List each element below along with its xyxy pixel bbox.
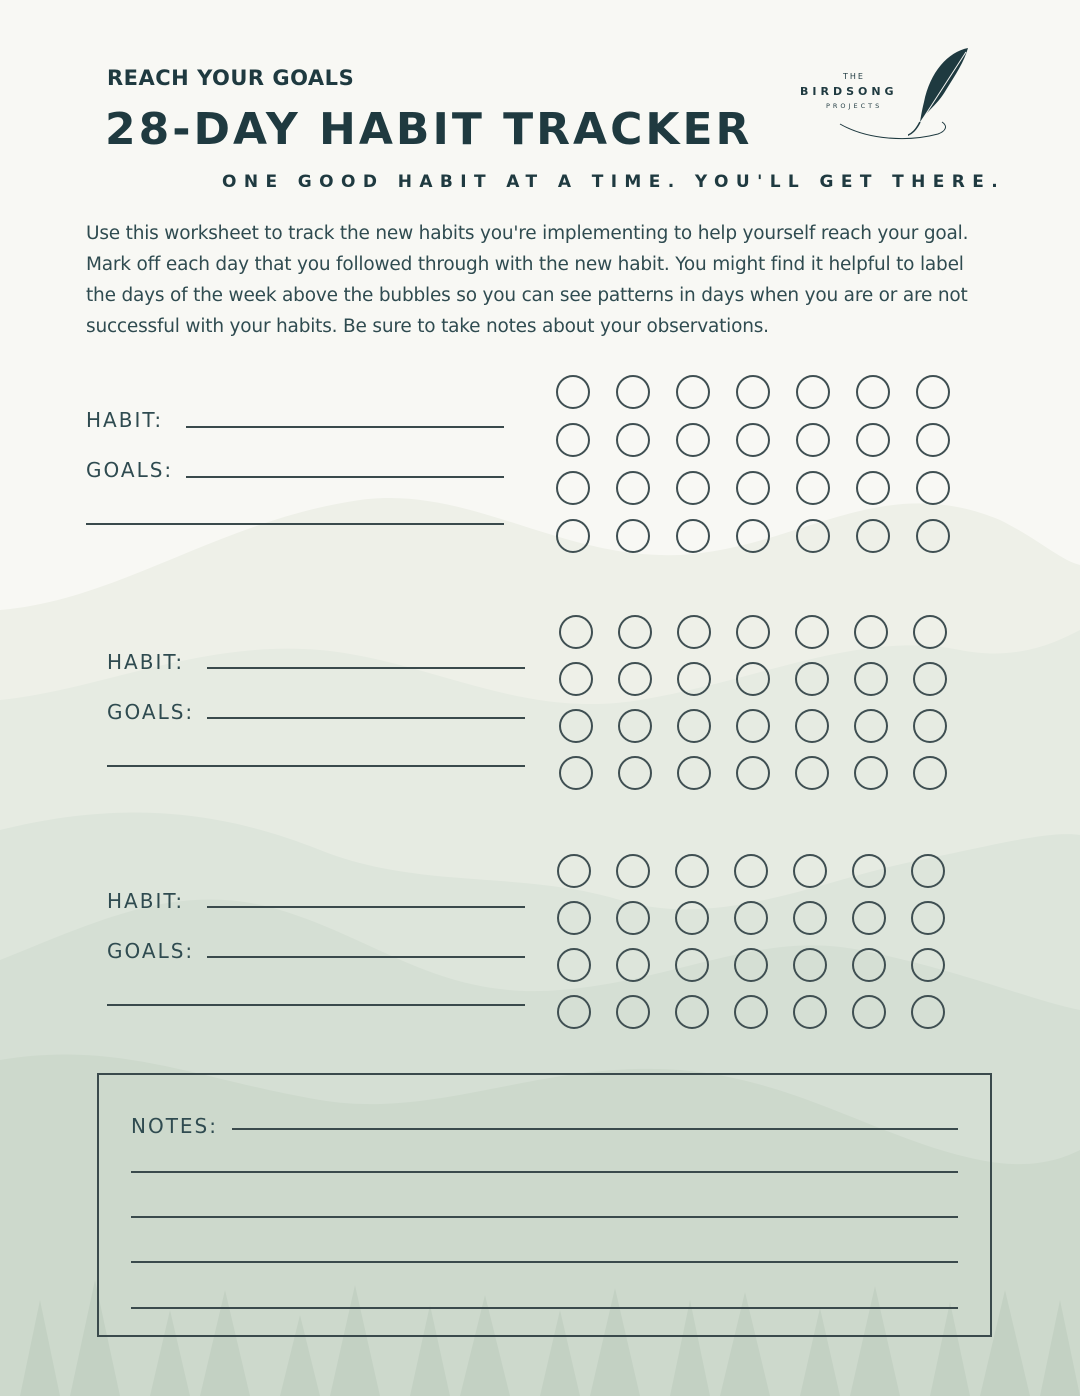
day-bubble[interactable] — [559, 756, 593, 790]
goals-label: GOALS: — [86, 458, 174, 482]
day-bubble[interactable] — [616, 995, 650, 1029]
notes-line-2[interactable] — [131, 1171, 958, 1173]
day-bubble[interactable] — [676, 423, 710, 457]
habit-input-line[interactable] — [207, 667, 525, 669]
day-bubble[interactable] — [796, 375, 830, 409]
day-bubble[interactable] — [618, 615, 652, 649]
day-bubble[interactable] — [796, 423, 830, 457]
day-bubble[interactable] — [856, 519, 890, 553]
day-bubble[interactable] — [557, 995, 591, 1029]
day-bubble[interactable] — [557, 854, 591, 888]
day-bubble[interactable] — [677, 615, 711, 649]
goals-input-line-2[interactable] — [107, 765, 525, 767]
notes-line-1[interactable] — [232, 1128, 958, 1130]
day-bubble[interactable] — [852, 948, 886, 982]
day-bubble[interactable] — [852, 854, 886, 888]
day-bubble[interactable] — [616, 375, 650, 409]
notes-box — [97, 1073, 992, 1337]
day-bubble[interactable] — [795, 709, 829, 743]
day-bubble[interactable] — [677, 662, 711, 696]
day-bubble[interactable] — [559, 662, 593, 696]
habit-label: HABIT: — [107, 889, 185, 913]
day-bubble[interactable] — [736, 615, 770, 649]
day-bubble[interactable] — [911, 901, 945, 935]
goals-label: GOALS: — [107, 939, 195, 963]
notes-line-4[interactable] — [131, 1261, 958, 1263]
day-bubble[interactable] — [854, 709, 888, 743]
day-bubble[interactable] — [675, 901, 709, 935]
day-bubble[interactable] — [734, 995, 768, 1029]
day-bubble[interactable] — [795, 756, 829, 790]
day-bubble[interactable] — [854, 615, 888, 649]
goals-input-line-2[interactable] — [86, 523, 504, 525]
day-bubble[interactable] — [556, 423, 590, 457]
day-bubble[interactable] — [616, 471, 650, 505]
habit-label: HABIT: — [107, 650, 185, 674]
day-bubble[interactable] — [556, 375, 590, 409]
day-bubble[interactable] — [913, 615, 947, 649]
day-bubble[interactable] — [796, 471, 830, 505]
day-bubble[interactable] — [916, 375, 950, 409]
day-bubble[interactable] — [793, 901, 827, 935]
eyebrow-heading: REACH YOUR GOALS — [107, 66, 355, 90]
day-bubble[interactable] — [793, 854, 827, 888]
day-bubble[interactable] — [675, 854, 709, 888]
day-bubble[interactable] — [913, 662, 947, 696]
day-bubble[interactable] — [734, 854, 768, 888]
day-bubble[interactable] — [675, 948, 709, 982]
day-bubble[interactable] — [856, 471, 890, 505]
notes-line-3[interactable] — [131, 1216, 958, 1218]
day-bubble[interactable] — [916, 471, 950, 505]
day-bubble[interactable] — [911, 948, 945, 982]
day-bubble[interactable] — [856, 423, 890, 457]
day-bubble[interactable] — [676, 471, 710, 505]
day-bubble[interactable] — [852, 901, 886, 935]
day-bubble[interactable] — [736, 519, 770, 553]
day-bubble[interactable] — [556, 471, 590, 505]
day-bubble[interactable] — [676, 375, 710, 409]
logo-sub-text: PROJECTS — [826, 102, 883, 110]
logo-name-text: BIRDSONG — [800, 85, 898, 98]
day-bubble[interactable] — [854, 756, 888, 790]
day-bubble[interactable] — [676, 519, 710, 553]
day-bubble[interactable] — [618, 662, 652, 696]
goals-input-line[interactable] — [186, 476, 504, 478]
day-bubble[interactable] — [913, 756, 947, 790]
birdsong-logo — [798, 44, 973, 144]
day-bubble[interactable] — [616, 854, 650, 888]
day-bubble[interactable] — [734, 901, 768, 935]
notes-label: NOTES: — [131, 1114, 218, 1138]
day-bubble[interactable] — [559, 709, 593, 743]
goals-input-line[interactable] — [207, 717, 525, 719]
day-bubble[interactable] — [736, 756, 770, 790]
goals-input-line[interactable] — [207, 956, 525, 958]
page-title: 28-DAY HABIT TRACKER — [105, 104, 753, 155]
day-bubble[interactable] — [911, 995, 945, 1029]
day-bubble[interactable] — [854, 662, 888, 696]
day-bubble[interactable] — [795, 662, 829, 696]
day-bubble[interactable] — [796, 519, 830, 553]
intro-paragraph: Use this worksheet to track the new habits you're implementing to help yourself reach your goal. Mark off each day that you followed through with the new habit. You might find it helpful to label the days of the week above the bubbles so you can see patterns in days when you are or are not successful with your habits. Be sure to take notes about your observations. — [86, 223, 969, 337]
day-bubble[interactable] — [556, 519, 590, 553]
day-bubble[interactable] — [736, 423, 770, 457]
day-bubble[interactable] — [675, 995, 709, 1029]
day-bubble[interactable] — [913, 709, 947, 743]
day-bubble[interactable] — [557, 901, 591, 935]
day-bubble[interactable] — [793, 995, 827, 1029]
goals-label: GOALS: — [107, 700, 195, 724]
day-bubble[interactable] — [734, 948, 768, 982]
day-bubble[interactable] — [616, 948, 650, 982]
day-bubble[interactable] — [856, 375, 890, 409]
day-bubble[interactable] — [795, 615, 829, 649]
day-bubble[interactable] — [916, 423, 950, 457]
tagline: ONE GOOD HABIT AT A TIME. YOU'LL GET THERE. — [222, 172, 1006, 192]
day-bubble[interactable] — [736, 662, 770, 696]
day-bubble[interactable] — [677, 756, 711, 790]
logo-the-text: THE — [843, 72, 865, 81]
day-bubble[interactable] — [557, 948, 591, 982]
logo-swash — [838, 114, 948, 144]
day-bubble[interactable] — [736, 471, 770, 505]
day-bubble[interactable] — [616, 423, 650, 457]
day-bubble[interactable] — [618, 756, 652, 790]
notes-line-5[interactable] — [131, 1307, 958, 1309]
habit-input-line[interactable] — [186, 426, 504, 428]
day-bubble[interactable] — [616, 901, 650, 935]
habit-input-line[interactable] — [207, 906, 525, 908]
day-bubble[interactable] — [736, 709, 770, 743]
habit-label: HABIT: — [86, 408, 164, 432]
goals-input-line-2[interactable] — [107, 1004, 525, 1006]
day-bubble[interactable] — [911, 854, 945, 888]
day-bubble[interactable] — [559, 615, 593, 649]
day-bubble[interactable] — [677, 709, 711, 743]
day-bubble[interactable] — [616, 519, 650, 553]
day-bubble[interactable] — [852, 995, 886, 1029]
day-bubble[interactable] — [736, 375, 770, 409]
day-bubble[interactable] — [916, 519, 950, 553]
day-bubble[interactable] — [618, 709, 652, 743]
day-bubble[interactable] — [793, 948, 827, 982]
